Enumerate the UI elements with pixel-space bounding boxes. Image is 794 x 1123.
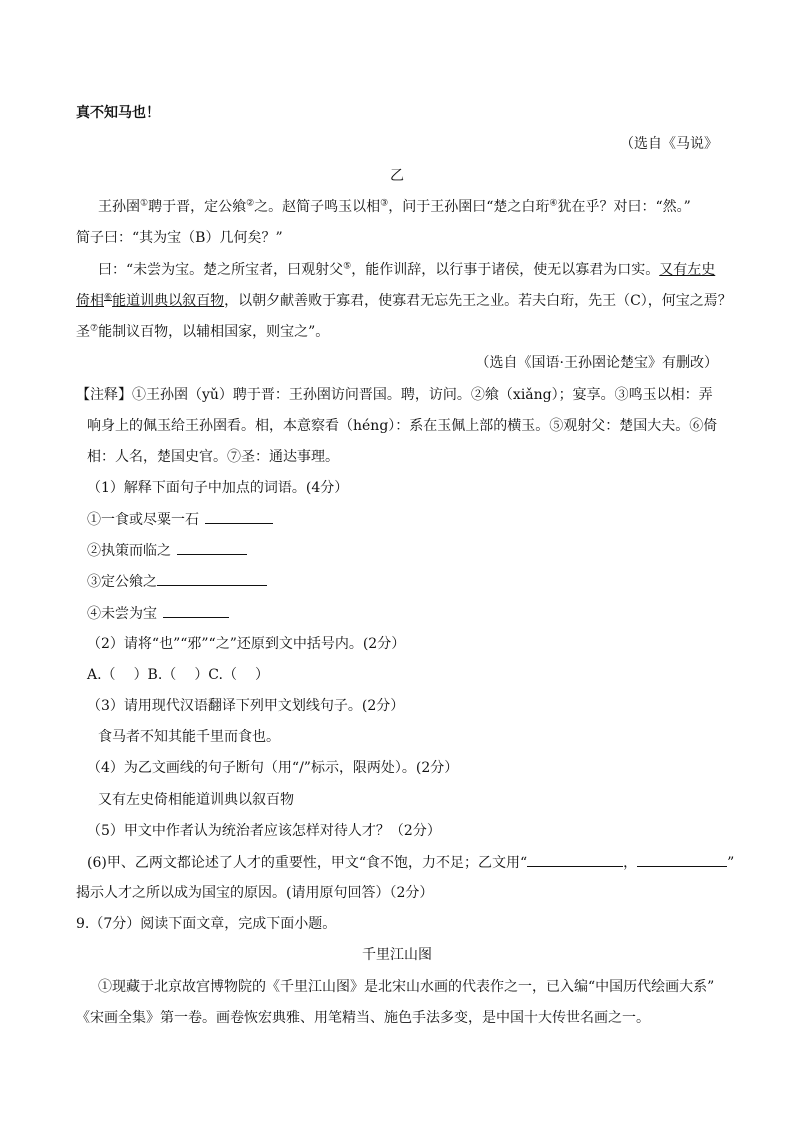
- underlined-text: 倚相: [76, 293, 104, 309]
- passage-text: ，以朝夕献善败于寡君，使寡君无忘先王之业。若夫白珩，先王（C），何宝之焉？: [224, 293, 732, 309]
- footnote-mark: ④: [549, 198, 558, 209]
- text-line: 真不知马也！: [76, 105, 160, 121]
- annotation-line: 相：人名，楚国史官。⑦圣：通达事理。: [87, 449, 339, 465]
- footnote-mark: ①: [140, 198, 149, 209]
- source-citation: （选自《国语·王孙圉论楚宝》有删改）: [475, 355, 718, 371]
- article-title: 千里江山图: [362, 947, 432, 963]
- passage-text: 圣: [76, 324, 90, 340]
- choice-a: A.（: [87, 667, 116, 683]
- question-text: （5）甲文中作者认为统治者应该怎样对待人才？（2分）: [87, 823, 441, 839]
- sub-question: [87, 571, 267, 592]
- answer-blank[interactable]: [205, 509, 273, 524]
- answer-blank[interactable]: [177, 540, 247, 555]
- footnote-mark: ⑤: [343, 261, 352, 272]
- choice-b: ）B.（: [133, 667, 177, 683]
- question-text: ，: [623, 855, 638, 871]
- answer-blank[interactable]: [163, 603, 229, 618]
- question-heading: 9.（7分）阅读下面文章，完成下面小题。: [76, 916, 337, 932]
- source-citation: （选自《马说》: [620, 136, 718, 152]
- passage-text: ，能作训辞，以行事于诸侯，使无以寡君为口实。: [351, 262, 660, 278]
- underlined-text: 又有左史: [659, 262, 716, 278]
- question-text: （1）解释下面句子中加点的词语。(4分）: [87, 480, 349, 496]
- footnote-mark: ③: [380, 198, 389, 209]
- footnote-mark: ②: [246, 198, 255, 209]
- passage-text: 王孙圉: [98, 199, 140, 215]
- passage-text: 曰：“未尝为宝。楚之所宝者，曰观射父: [98, 262, 344, 278]
- passage-line: [98, 260, 715, 280]
- choice-close: ）: [254, 667, 269, 683]
- footnote-mark: ⑥: [104, 292, 113, 303]
- footnote-mark: ⑦: [90, 323, 99, 334]
- section-heading: 乙: [390, 168, 404, 184]
- quoted-sentence: 食马者不知其能千里而食也。: [98, 729, 280, 745]
- question-text: (6)甲、乙两文都论述了人才的重要性，甲文“食不饱，力不足；乙文用“: [87, 855, 528, 871]
- passage-text: 聘于晋，定公飨: [148, 199, 247, 215]
- annotation-line: 【注释】①王孙圉（yǔ）聘于晋：王孙圉访问晋国。聘，访问。②飨（xiǎng）；宴享。③鸣玉以相：弄: [76, 387, 713, 403]
- question-text: ②执策而临之: [87, 543, 171, 559]
- question-text: （2）请将“也”“邪”“之”还原到文中括号内。(2分）: [87, 636, 406, 652]
- passage-text: ，问于王孙圉曰“楚之白珩: [388, 199, 550, 215]
- question-text: （4）为乙文画线的句子断句（用“/”标示，限两处）。(2分）: [87, 760, 459, 776]
- question-text: ”: [727, 855, 735, 871]
- passage-text: 犹在乎？对曰：“然。”: [557, 199, 691, 215]
- sub-question: [87, 540, 247, 561]
- passage-line: [98, 197, 691, 217]
- quoted-sentence: 又有左史倚相能道训典以叙百物: [98, 792, 294, 808]
- sub-question: [87, 603, 229, 624]
- choice-c: ）C.（: [194, 667, 237, 683]
- question-text: [87, 852, 734, 873]
- answer-blank[interactable]: [637, 852, 727, 867]
- passage-line: [76, 322, 329, 342]
- answer-blank[interactable]: [157, 571, 267, 586]
- question-text: ③定公飨之: [87, 574, 157, 590]
- passage-line: 简子曰：“其为宝（B）几何矣？”: [76, 230, 283, 246]
- passage-text: 能制议百物，以辅相国家，则宝之”。: [98, 324, 330, 340]
- passage-line: [76, 291, 732, 311]
- article-line: ①现藏于北京故宫博物院的《千里江山图》是北宋山水画的代表作之一，已入编“中国历代绘画大系”: [98, 979, 715, 995]
- question-text: ①一食或尽粟一石: [87, 512, 199, 528]
- sub-question: [87, 509, 273, 530]
- annotation-line: 响身上的佩玉给王孙圉看。相，本意察看（héng）：系在玉佩上部的横玉。⑤观射父：楚国大夫。⑥倚: [87, 418, 718, 434]
- choice-line: [87, 665, 269, 685]
- article-line: 《宋画全集》第一卷。画卷恢宏典雅、用笔精当、施色手法多变，是中国十大传世名画之一。: [76, 1010, 650, 1026]
- answer-blank[interactable]: [527, 852, 623, 867]
- question-text: 揭示人才之所以成为国宝的原因。(请用原句回答）（2分）: [76, 885, 434, 901]
- passage-text: 之。赵简子鸣玉以相: [254, 199, 381, 215]
- question-text: ④未尝为宝: [87, 606, 157, 622]
- underlined-text: 能道训典以叙百物: [112, 293, 225, 309]
- question-text: （3）请用现代汉语翻译下列甲文划线句子。(2分）: [87, 698, 405, 714]
